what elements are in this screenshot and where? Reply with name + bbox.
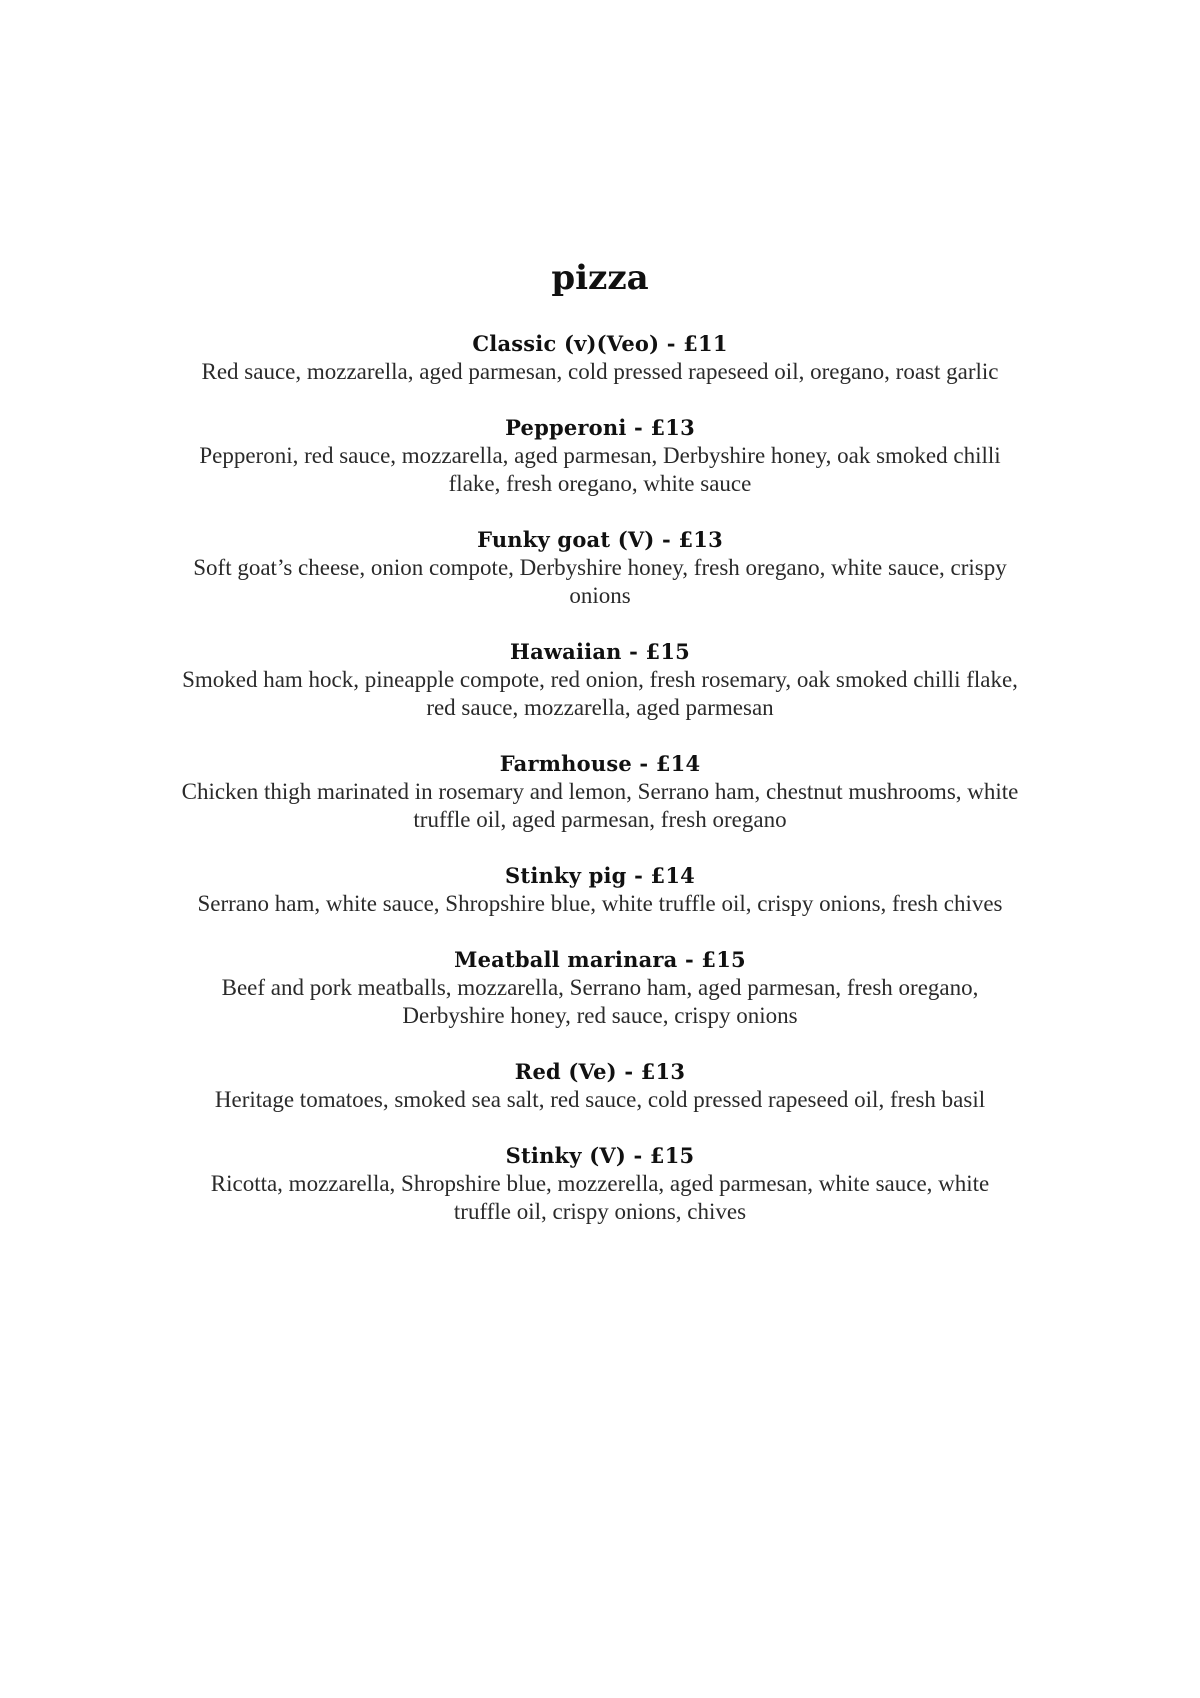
- item-heading: Hawaiian - £15: [510, 639, 690, 664]
- item-description: Beef and pork meatballs, mozzarella, Serrano ham, aged parmesan, fresh oregano, Derbyshire honey, red sauce, crispy onions: [221, 975, 979, 1028]
- item-heading: Stinky pig - £14: [505, 863, 695, 888]
- item-description: Pepperoni, red sauce, mozzarella, aged parmesan, Derbyshire honey, oak smoked chilli flake, fresh oregano, white sauce: [199, 443, 1001, 496]
- menu-item-stinky-pig: [180, 862, 1020, 918]
- item-heading: Pepperoni - £13: [505, 415, 695, 440]
- item-description: Ricotta, mozzarella, Shropshire blue, mozzerella, aged parmesan, white sauce, white truffle oil, crispy onions, chives: [210, 1171, 990, 1224]
- pizza-menu-list: [180, 330, 1020, 1254]
- menu-item-classic: [180, 330, 1020, 386]
- menu-item-funky-goat: [180, 526, 1020, 610]
- item-heading: Meatball marinara - £15: [454, 947, 746, 972]
- menu-item-hawaiian: [180, 638, 1020, 722]
- item-description: Soft goat’s cheese, onion compote, Derbyshire honey, fresh oregano, white sauce, crispy onions: [193, 555, 1007, 608]
- item-description: Serrano ham, white sauce, Shropshire blue, white truffle oil, crispy onions, fresh chives: [197, 891, 1003, 916]
- menu-item-farmhouse: [180, 750, 1020, 834]
- item-heading: Stinky (V) - £15: [505, 1143, 695, 1168]
- item-heading: Funky goat (V) - £13: [477, 527, 723, 552]
- item-description: Chicken thigh marinated in rosemary and lemon, Serrano ham, chestnut mushrooms, white truffle oil, aged parmesan, fresh oregano: [181, 779, 1019, 832]
- menu-item-meatball-marinara: [180, 946, 1020, 1030]
- menu-item-pepperoni: [180, 414, 1020, 498]
- item-heading: Farmhouse - £14: [499, 751, 701, 776]
- menu-item-stinky: [180, 1142, 1020, 1226]
- item-description: Red sauce, mozzarella, aged parmesan, cold pressed rapeseed oil, oregano, roast garlic: [201, 359, 999, 384]
- item-heading: Classic (v)(Veo) - £11: [472, 331, 728, 356]
- item-heading: Red (Ve) - £13: [514, 1059, 686, 1084]
- menu-title: pizza: [551, 258, 649, 298]
- item-description: Heritage tomatoes, smoked sea salt, red sauce, cold pressed rapeseed oil, fresh basil: [214, 1087, 986, 1112]
- item-description: Smoked ham hock, pineapple compote, red onion, fresh rosemary, oak smoked chilli flake, red sauce, mozzarella, aged parmesan: [182, 667, 1018, 720]
- menu-item-red: [180, 1058, 1020, 1114]
